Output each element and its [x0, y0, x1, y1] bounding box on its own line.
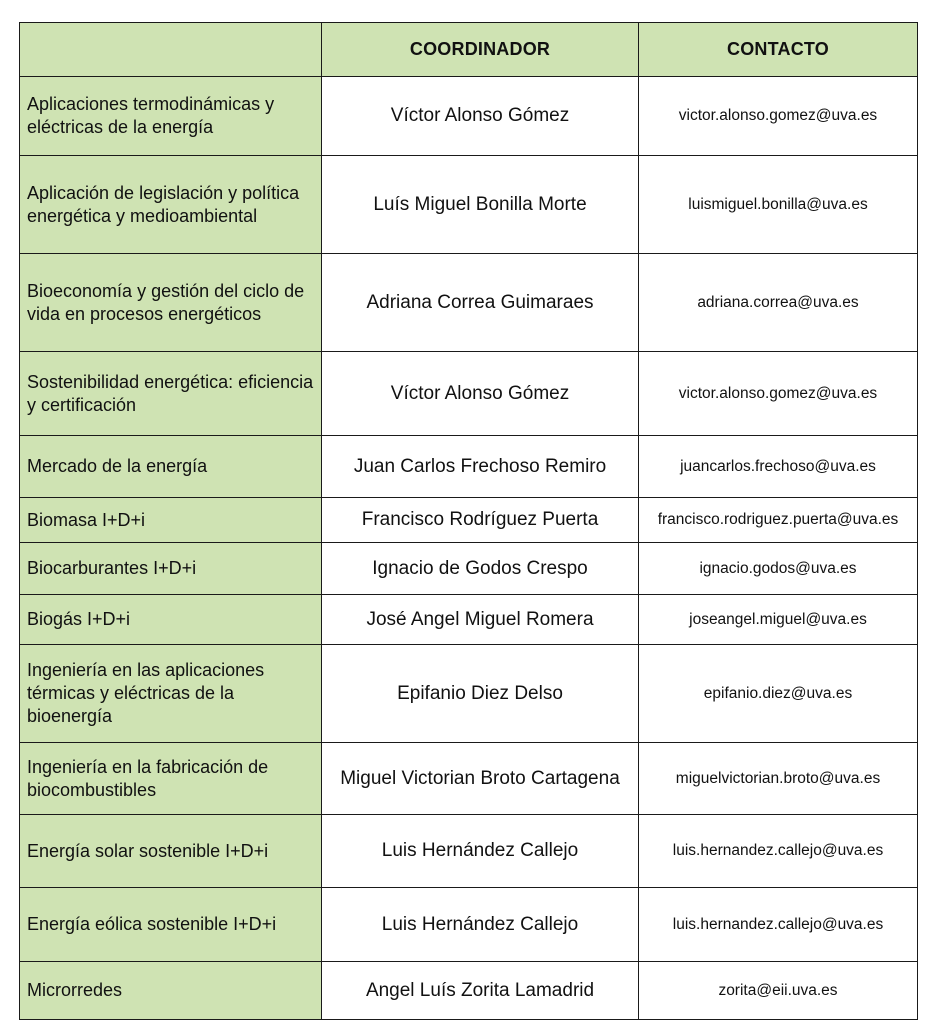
area-cell: Energía eólica sostenible I+D+i: [20, 888, 322, 962]
contact-email[interactable]: miguelvictorian.broto@uva.es: [639, 743, 918, 815]
coordinator-cell: José Angel Miguel Romera: [322, 595, 639, 645]
header-coordinator: COORDINADOR: [322, 23, 639, 77]
coordinator-cell: Juan Carlos Frechoso Remiro: [322, 436, 639, 498]
coordinator-cell: Víctor Alonso Gómez: [322, 77, 639, 156]
table-row: [20, 815, 918, 888]
coordinator-cell: Luis Hernández Callejo: [322, 888, 639, 962]
area-cell: Energía solar sostenible I+D+i: [20, 815, 322, 888]
contact-email[interactable]: luis.hernandez.callejo@uva.es: [639, 888, 918, 962]
area-cell: Biocarburantes I+D+i: [20, 543, 322, 595]
area-cell: Microrredes: [20, 962, 322, 1020]
table-row: [20, 77, 918, 156]
area-cell: Biomasa I+D+i: [20, 498, 322, 543]
coordinator-cell: Epifanio Diez Delso: [322, 645, 639, 743]
area-cell: Sostenibilidad energética: eficiencia y certificación: [20, 352, 322, 436]
contact-email[interactable]: epifanio.diez@uva.es: [639, 645, 918, 743]
coordinators-table: [19, 22, 918, 1020]
table-row: [20, 743, 918, 815]
area-cell: Ingeniería en las aplicaciones térmicas y eléctricas de la bioenergía: [20, 645, 322, 743]
contact-email[interactable]: victor.alonso.gomez@uva.es: [639, 352, 918, 436]
contact-email[interactable]: juancarlos.frechoso@uva.es: [639, 436, 918, 498]
contact-email[interactable]: joseangel.miguel@uva.es: [639, 595, 918, 645]
coordinator-cell: Luis Hernández Callejo: [322, 815, 639, 888]
table-row: [20, 595, 918, 645]
coordinator-cell: Francisco Rodríguez Puerta: [322, 498, 639, 543]
table-row: [20, 888, 918, 962]
coordinator-cell: Adriana Correa Guimaraes: [322, 254, 639, 352]
table-row: [20, 962, 918, 1020]
coordinator-cell: Luís Miguel Bonilla Morte: [322, 156, 639, 254]
area-cell: Ingeniería en la fabricación de biocombustibles: [20, 743, 322, 815]
contact-email[interactable]: zorita@eii.uva.es: [639, 962, 918, 1020]
table-row: [20, 352, 918, 436]
contact-email[interactable]: francisco.rodriguez.puerta@uva.es: [639, 498, 918, 543]
contact-email[interactable]: luis.hernandez.callejo@uva.es: [639, 815, 918, 888]
table-row: [20, 156, 918, 254]
area-cell: Aplicaciones termodinámicas y eléctricas de la energía: [20, 77, 322, 156]
table-row: [20, 498, 918, 543]
table-row: [20, 254, 918, 352]
coordinator-cell: Miguel Victorian Broto Cartagena: [322, 743, 639, 815]
contact-email[interactable]: adriana.correa@uva.es: [639, 254, 918, 352]
coordinator-cell: Víctor Alonso Gómez: [322, 352, 639, 436]
area-cell: Biogás I+D+i: [20, 595, 322, 645]
contact-email[interactable]: victor.alonso.gomez@uva.es: [639, 77, 918, 156]
area-cell: Aplicación de legislación y política energética y medioambiental: [20, 156, 322, 254]
header-contact: CONTACTO: [639, 23, 918, 77]
table-row: [20, 543, 918, 595]
contact-email[interactable]: ignacio.godos@uva.es: [639, 543, 918, 595]
coordinator-cell: Angel Luís Zorita Lamadrid: [322, 962, 639, 1020]
table-header-row: [20, 23, 918, 77]
table-row: [20, 645, 918, 743]
header-area: [20, 23, 322, 77]
area-cell: Bioeconomía y gestión del ciclo de vida en procesos energéticos: [20, 254, 322, 352]
area-cell: Mercado de la energía: [20, 436, 322, 498]
contact-email[interactable]: luismiguel.bonilla@uva.es: [639, 156, 918, 254]
table-row: [20, 436, 918, 498]
coordinator-cell: Ignacio de Godos Crespo: [322, 543, 639, 595]
coordinators-table-container: [19, 22, 917, 1020]
